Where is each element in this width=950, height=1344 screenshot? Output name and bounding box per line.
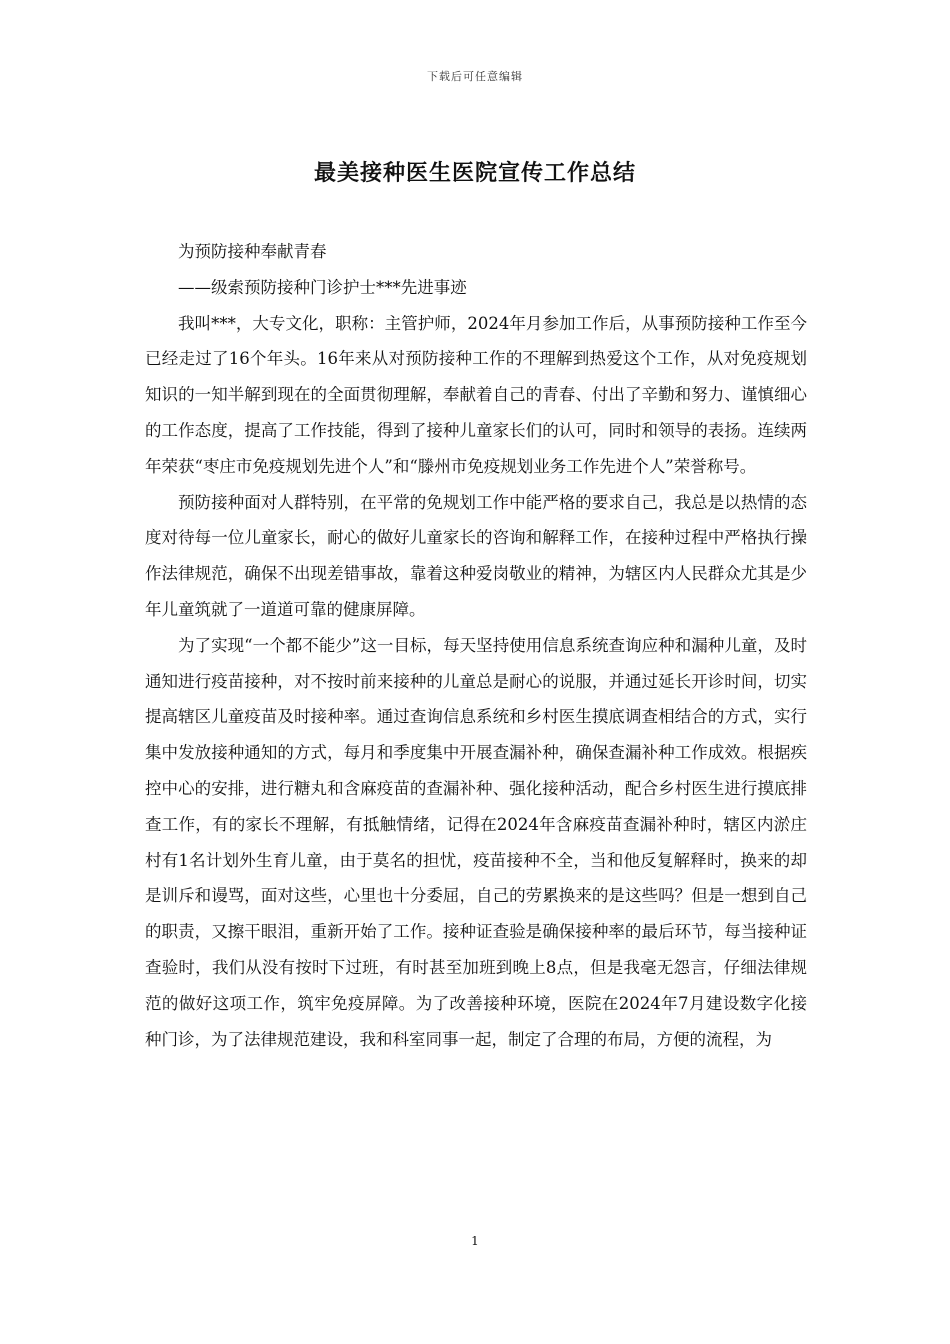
document-title: 最美接种医生医院宣传工作总结 xyxy=(313,160,636,186)
subtitle: 为预防接种奉献青春 xyxy=(178,242,327,261)
paragraph-3: 为了实现“一个都不能少”这一目标，每天坚持使用信息系统查询应种和漏种儿童，及时通知进行疫苗接种，对不按时前来接种的儿童总是耐心的说服，并通过延长开诊时间，切实提高辖区儿童疫苗及时接种率。通过查询信息系统和乡村医生摸底调查相结合的方式，实行集中发放接种通知的方式，每月和季度集中开展查漏补种，确保查漏补种工作成效。根据疾控中心的安排，进行糖丸和含麻疫苗的查漏补种、强化接种活动，配合乡村医生进行摸底排查工作，有的家长不理解，有抵触情绪，记得在2024年含麻疫苗查漏补种时，辖区内淤庄村有1名计划外生育儿童，由于莫名的担忧，疫苗接种不全，当和他反复解释时，换来的却是训斥和谩骂，面对这些，心里也十分委屈，自己的劳累换来的是这些吗？但是一想到自己的职责，又擦干眼泪，重新开始了工作。接种证查验是确保接种率的最后环节，每当接种证查验时，我们从没有按时下过班，有时甚至加班到晚上8点，但是我毫无怨言，仔细法律规范的做好这项工作，筑牢免疫屏障。为了改善接种环境，医院在2024年7月建设数字化接种门诊，为了法律规范建设，我和科室同事一起，制定了合理的布局，方便的流程，为 xyxy=(145,635,807,1049)
page-header-note: 下载后可任意编辑 xyxy=(427,70,523,83)
paragraph-1: 我叫***，大专文化，职称：主管护师，2024年月参加工作后，从事预防接种工作至今已经走过了16个年头。16年来从对预防接种工作的不理解到热爱这个工作，从对免疫规划知识的一知半解到现在的全面贯彻理解，奉献着自己的青春、付出了辛勤和努力、谨慎细心的工作态度，提高了工作技能，得到了接种儿童家长们的认可，同时和领导的表扬。连续两年荣获“枣庄市免疫规划先进个人”和“滕州市免疫规划业务工作先进个人”荣誉称号。 xyxy=(145,313,807,476)
document-body xyxy=(145,234,807,1057)
byline: ——级索预防接种门诊护士***先进事迹 xyxy=(178,277,467,297)
page-number: 1 xyxy=(471,1234,479,1248)
paragraph-2: 预防接种面对人群特别，在平常的免规划工作中能严格的要求自己，我总是以热情的态度对待每一位儿童家长，耐心的做好儿童家长的咨询和解释工作，在接种过程中严格执行操作法律规范，确保不出现差错事故，靠着这种爱岗敬业的精神，为辖区内人民群众尤其是少年儿童筑就了一道道可靠的健康屏障。 xyxy=(145,492,807,619)
